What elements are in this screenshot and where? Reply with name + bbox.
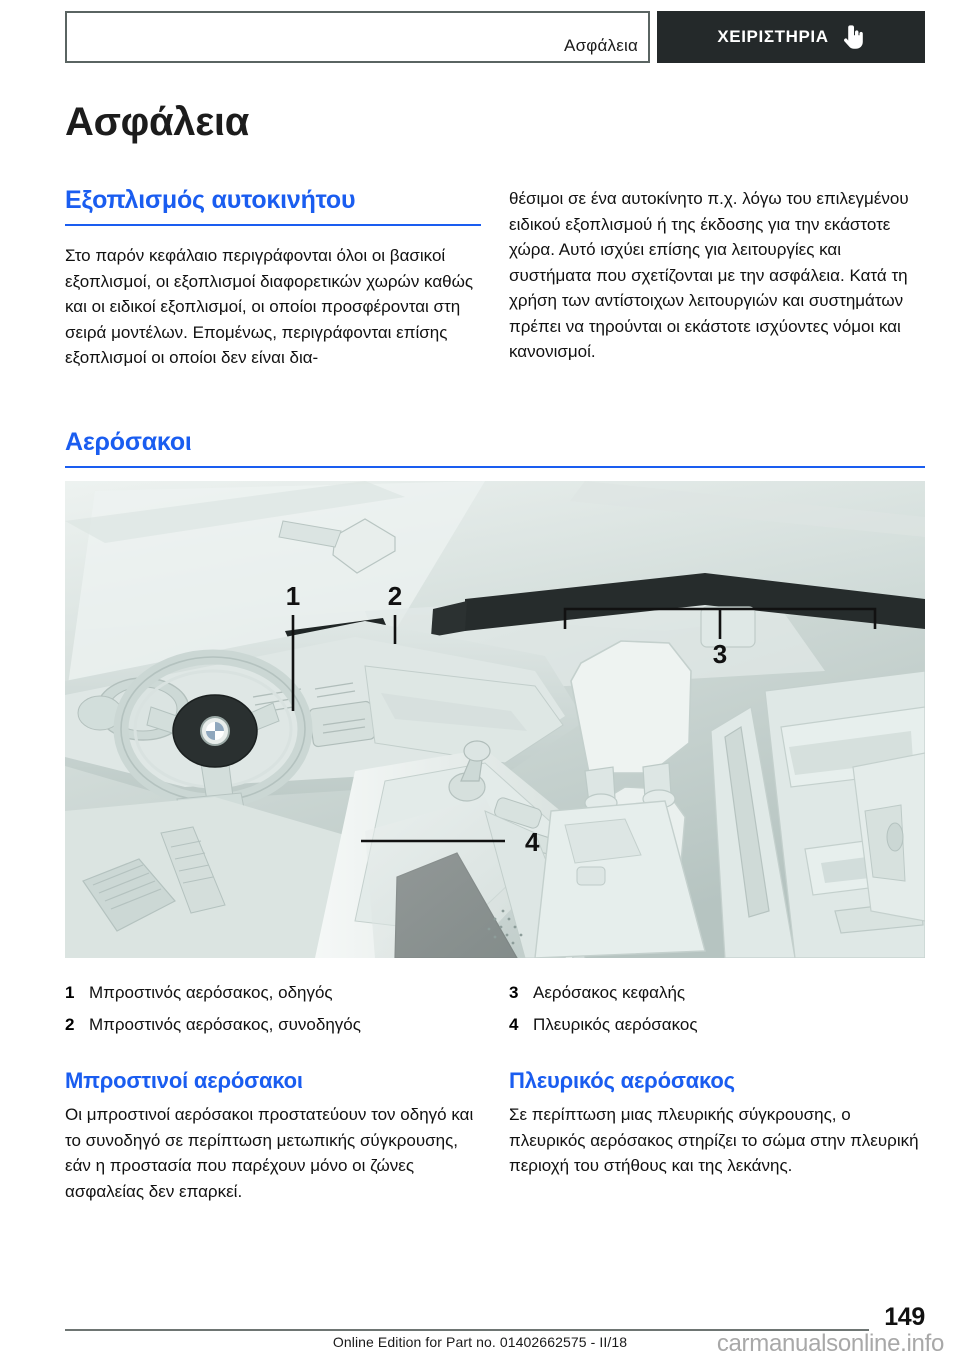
figure-legend xyxy=(65,977,925,1041)
chapter-tab-controls[interactable] xyxy=(657,11,925,63)
side-airbag-heading: Πλευρικός αερόσακος xyxy=(509,1068,735,1093)
page-header xyxy=(0,0,960,72)
legend-label: Πλευρικός αερόσακος xyxy=(533,1015,698,1034)
front-airbags-column xyxy=(65,1068,481,1204)
side-airbag-column xyxy=(509,1068,925,1204)
legend-item xyxy=(509,977,925,1009)
legend-number: 2 xyxy=(65,1015,75,1034)
legend-label: Μπροστινός αερόσακος, συνοδηγός xyxy=(89,1015,361,1034)
page-number: 149 xyxy=(884,1303,925,1331)
airbags-heading: Αερόσακοι xyxy=(65,428,925,468)
svg-text:2: 2 xyxy=(387,581,403,611)
footer-edition-text: Online Edition for Part no. 01402662575 - II/18 xyxy=(332,1334,628,1350)
legend-number: 4 xyxy=(509,1015,519,1034)
legend-item xyxy=(65,1009,481,1041)
svg-text:4: 4 xyxy=(525,827,540,857)
legend-item xyxy=(509,1009,925,1041)
legend-number: 1 xyxy=(65,983,75,1002)
airbag-locations-figure xyxy=(65,481,925,958)
front-airbags-heading: Μπροστινοί αερόσακοι xyxy=(65,1068,303,1093)
page-footer xyxy=(0,1300,960,1362)
legend-label: Αερόσακος κεφαλής xyxy=(533,983,686,1002)
equipment-right-column xyxy=(509,186,925,371)
equipment-columns xyxy=(65,186,925,371)
breadcrumb-label: Ασφάλεια xyxy=(564,36,638,55)
svg-text:1: 1 xyxy=(285,581,301,611)
legend-number: 3 xyxy=(509,983,519,1002)
legend-label: Μπροστινός αερόσακος, οδηγός xyxy=(89,983,333,1002)
chapter-tab-label: ΧΕΙΡΙΣΤΗΡΙΑ xyxy=(717,27,829,46)
airbags-heading-wrap xyxy=(65,428,925,468)
site-watermark: carmanualsonline.info xyxy=(716,1330,944,1357)
pointing-hand-icon xyxy=(843,24,865,50)
side-airbag-text: Σε περίπτωση μιας πλευρικής σύγκρουσης, ο πλευρικός αερόσακος στηρίζει το σώμα στην πλευρική περιοχή του στήθους και της λεκάνης. xyxy=(509,1105,919,1175)
legend-left-column xyxy=(65,977,481,1041)
front-airbags-text: Οι μπροστινοί αερόσακοι προστατεύουν τον οδηγό και το συνοδηγό σε περίπτωση μετωπικής σύγκρουσης, εάν η προστασία που παρέχουν μόνο οι ζώνες ασφαλείας δεν επαρκεί. xyxy=(65,1105,474,1201)
breadcrumb-box xyxy=(65,11,650,63)
equipment-heading: Εξοπλισμός αυτοκινήτου xyxy=(65,186,481,226)
equipment-left-text: Στο παρόν κεφάλαιο περιγράφονται όλοι οι βασικοί εξοπλισμοί, οι εξοπλισμοί διαφορετικών χωρών καθώς και οι ειδικοί εξοπλισμοί, οι οποίοι προσφέρονται στη σειρά μοντέλων. Επομένως, περιγράφονται επίσης εξοπλισμοί οι οποίοι δεν είναι δια- xyxy=(65,246,474,367)
legend-right-column xyxy=(509,977,925,1041)
equipment-right-text: θέσιμοι σε ένα αυτοκίνητο π.χ. λόγω του επιλεγμένου ειδικού εξοπλισμού ή της έκδοσης για την εκάστοτε χώρα. Αυτό ισχύει επίσης για λειτουργίες και συστήματα που σχετίζονται με την ασφάλεια. Κατά τη χρήση των αντίστοιχων λειτουργιών και συστημάτων πρέπει να τηρούνται οι εκάστοτε ισχύοντες νόμοι και κανονισμοί. xyxy=(509,189,909,361)
page-title: Ασφάλεια xyxy=(65,100,249,144)
svg-text:3: 3 xyxy=(712,639,728,669)
airbag-detail-columns xyxy=(65,1068,925,1204)
legend-item xyxy=(65,977,481,1009)
equipment-left-column xyxy=(65,186,481,371)
